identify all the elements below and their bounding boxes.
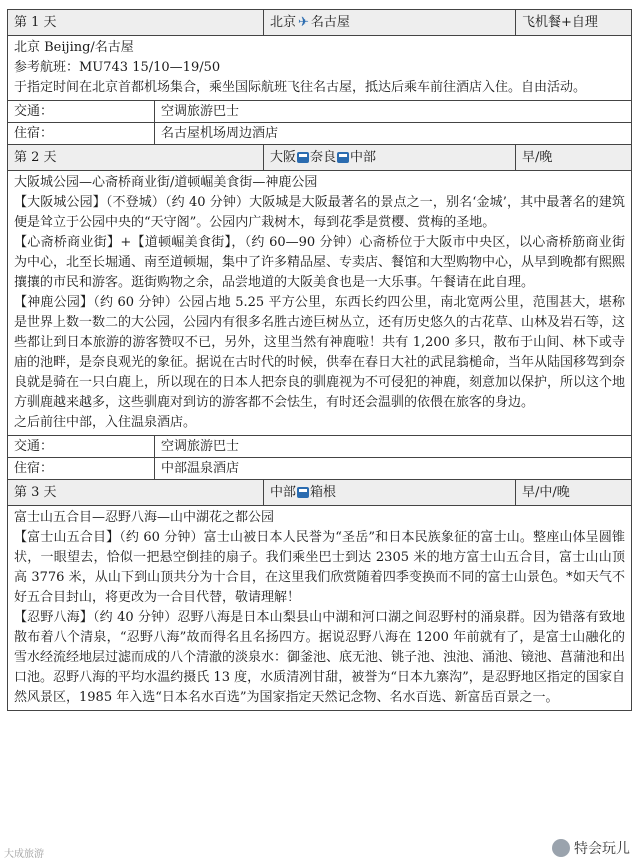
day3-route bbox=[264, 480, 516, 505]
day1-body-row bbox=[8, 36, 631, 101]
day3-stop-chubu: 中部 bbox=[270, 484, 297, 500]
day1-flight: 参考航班：MU743 15/10—19/50 bbox=[14, 60, 221, 75]
day3-header bbox=[8, 480, 631, 506]
day1-title: 北京 Beijing/名古屋 bbox=[14, 40, 134, 55]
day2-hotel-label: 住宿： bbox=[8, 458, 155, 479]
day2-stop-chubu: 中部 bbox=[350, 149, 377, 165]
day2-hotel-row bbox=[8, 458, 631, 480]
watermark-right bbox=[548, 836, 634, 860]
wechat-account-icon bbox=[552, 839, 570, 857]
day2-body bbox=[8, 171, 631, 435]
day1-desc: 于指定时间在北京首都机场集合，乘坐国际航班飞往名古屋，抵达后乘车前往酒店入住。自由活动。 bbox=[14, 80, 587, 95]
day1-label: 第 1 天 bbox=[8, 10, 264, 35]
day2-meals: 早/晚 bbox=[522, 149, 553, 165]
day3-title: 富士山五合目—忍野八海—山中湖花之都公园 bbox=[14, 510, 275, 525]
day2-shinsaibashi: 【心斋桥商业街】+【道顿崛美食街】，（约 60—90 分钟）心斋桥位于大阪市中央区，以心斋桥筋商业街为中心，北至长堀通、南至道顿堀，集中了许多精品屋、专卖店、餐馆和大型购物中心，从早到晚都有熙熙攘攘的市民和游客。逛街购物之余，品尝地道的大阪美食也是一大乐事。午餐请在此自理。 bbox=[14, 235, 626, 290]
day1-hotel-label: 住宿： bbox=[8, 123, 155, 144]
day1-transport-label: 交通： bbox=[8, 101, 155, 122]
day2-stop-osaka: 大阪 bbox=[270, 149, 297, 165]
day2-transport: 空调旅游巴士 bbox=[161, 438, 240, 454]
day1-from: 北京 bbox=[270, 14, 297, 30]
day2-stop-nara: 奈良 bbox=[310, 149, 337, 165]
day2-deer-park: 【神鹿公园】（约 60 分钟）公园占地 5.25 平方公里，东西长约四公里，南北宽两公里，范围甚大，堪称是世界上数一数二的大公园，公园内有很多名胜古迹巨树丛立，还有历史悠久的古花草、山林及岩石等，这些都让到日本旅游的游客赞叹不已，另外，这里当然有神鹿啦！共有 1,200 多只，散布于山间、林下或寺庙的池畔，是奈良观光的象征。据说在古时代的时候，供奉在春日大社的武昆翁槌命，当年从陆国移驾到奈良就是骑在一只白鹿上，所以现在的日本人把奈良的驯鹿视为不可侵犯的神鹿，刻意加以保护，所以这个地方驯鹿越来越多，这些驯鹿对到访的游客都不会怯生，有时还会温驯的依偎在旅客的身边。 bbox=[14, 295, 626, 410]
day1-header bbox=[8, 10, 631, 36]
bus-icon bbox=[297, 152, 309, 163]
day1-route bbox=[264, 10, 516, 35]
day1-to: 名古屋 bbox=[310, 14, 350, 30]
day1-transport-row bbox=[8, 101, 631, 123]
bus-icon bbox=[297, 487, 309, 498]
day2-title: 大阪城公园—心斋桥商业街/道顿崛美食街—神鹿公园 bbox=[14, 175, 318, 190]
day3-meals: 早/中/晚 bbox=[522, 484, 570, 500]
day2-osaka-castle: 【大阪城公园】（不登城）（约 40 分钟）大阪城是大阪最著名的景点之一，别名‘金城’，其中最著名的建筑便是耸立于公园中央的“天守阁”。公园内广栽树木，每到花季是赏樱、赏梅的圣地。 bbox=[14, 195, 625, 230]
day2-transport-row bbox=[8, 436, 631, 458]
day2-transport-label: 交通： bbox=[8, 436, 155, 457]
day3-body bbox=[8, 506, 631, 710]
day1-transport: 空调旅游巴士 bbox=[161, 103, 240, 119]
day3-stop-hakone: 箱根 bbox=[310, 484, 337, 500]
day3-label: 第 3 天 bbox=[8, 480, 264, 505]
day1-meals: 飞机餐+自理 bbox=[522, 14, 598, 30]
day3-body-row bbox=[8, 506, 631, 710]
watermark-right-text: 特会玩儿 bbox=[574, 841, 630, 857]
day1-hotel-row bbox=[8, 123, 631, 145]
day1-body bbox=[8, 36, 592, 100]
day2-header bbox=[8, 145, 631, 171]
day2-body-row bbox=[8, 171, 631, 436]
day2-hotel: 中部温泉酒店 bbox=[161, 460, 240, 476]
day3-oshino: 【忍野八海】（约 40 分钟）忍野八海是日本山梨县山中湖和河口湖之间忍野村的涌泉群。因为错落有致地散布着八个清泉，“忍野八海”故而得名且名扬四方。据说忍野八海在 1200 年前就有了，是富士山融化的雪水经流经地层过滤而成的八个清澈的淡泉水：御釜池、底无池、铫子池、浊池、涌池、镜池、菖蒲池和出口池。忍野八海的平均水温约摄氏 13 度，水质清冽甘甜，被誉为“日本九寨沟”，是忍野地区指定的国家自然风景区，1985 年入选“日本名水百选”为国家指定天然记念物、名水百选、新富岳百景之一。 bbox=[14, 610, 626, 705]
day2-label: 第 2 天 bbox=[8, 145, 264, 170]
watermark-left: 大成旅游 bbox=[4, 849, 44, 860]
plane-icon: ✈ bbox=[298, 14, 309, 30]
itinerary-table bbox=[7, 9, 632, 711]
day2-route bbox=[264, 145, 516, 170]
bus-icon bbox=[337, 152, 349, 163]
day3-fuji: 【富士山五合目】（约 60 分钟）富士山被日本人民誉为“圣岳”和日本民族象征的富士山。整座山体呈圆锥状，一眼望去，恰似一把悬空倒挂的扇子。我们乘坐巴士到达 2305 米的地方富士山五合目，富士山山顶高 3776 米，从山下到山顶共分为十合目，在这里我们欣赏随着四季变换而不同的富士山景色。*如天气不好五合目封山，将更改为一合目代替，敬请理解！ bbox=[14, 530, 625, 605]
day1-hotel: 名古屋机场周边酒店 bbox=[161, 125, 279, 141]
day2-closing: 之后前往中部，入住温泉酒店。 bbox=[14, 415, 197, 430]
